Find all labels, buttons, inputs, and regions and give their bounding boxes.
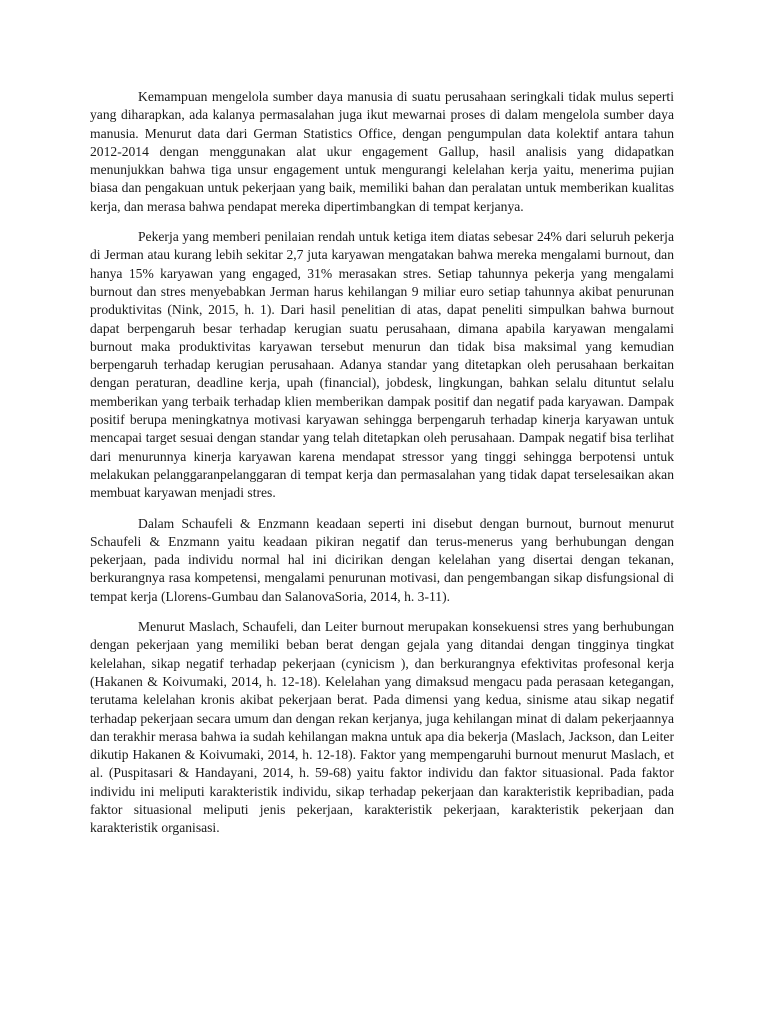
paragraph-3: Dalam Schaufeli & Enzmann keadaan seperti ini disebut dengan burnout, burnout menurut Schaufeli & Enzmann yaitu keadaan pikiran negatif dan terus-menerus yang berhubungan dengan pekerjaan, pada individu normal hal ini dicirikan dengan kelelahan yang disertai dengan tekanan, berkurangnya rasa kompetensi, mengalami penurunan motivasi, dan pengembangan sikap disfungsional di tempat kerja (Llorens-Gumbau dan SalanovaSoria, 2014, h. 3-11). — [90, 515, 674, 604]
paragraph-4: Menurut Maslach, Schaufeli, dan Leiter burnout merupakan konsekuensi stres yang berhubungan dengan pekerjaan yang memiliki beban berat dengan gejala yang ditandai dengan tingginya tingkat kelelahan, sikap negatif terhadap pekerjaan (cynicism ), dan berkurangnya efektivitas profesonal kerja (Hakanen & Koivumaki, 2014, h. 12-18). Kelelahan yang dimaksud mengacu pada perasaan ketegangan, terutama kelelahan kronis akibat pekerjaan berat. Pada dimensi yang kedua, sinisme atau sikap negatif terhadap pekerjaan secara umum dan dengan rekan kerjanya, juga kehilangan minat di dalam pekerjaannya dan terakhir merasa bahwa ia sudah kehilangan makna untuk apa dia bekerja (Maslach, Jackson, dan Leiter dikutip Hakanen & Koivumaki, 2014, h. 12-18). Faktor yang mempengaruhi burnout menurut Maslach, et al. (Puspitasari & Handayani, 2014, h. 59-68) yaitu faktor individu dan faktor situasional. Pada faktor individu ini meliputi karakteristik individu, sikap terhadap pekerjaan dan karakteristik kepribadian, pada faktor situasional meliputi jenis pekerjaan, karakteristik pekerjaan, karakteristik pekerjaan dan karakteristik organisasi. — [90, 619, 674, 836]
paragraph-2: Pekerja yang memberi penilaian rendah untuk ketiga item diatas sebesar 24% dari seluruh pekerja di Jerman atau kurang lebih sekitar 2,7 juta karyawan mengatakan bahwa mereka mengalami burnout, dan hanya 15% karyawan yang engaged, 31% merasakan stres. Setiap tahunnya pekerja yang mengalami burnout dan stres menyebabkan Jerman harus kehilangan 9 miliar euro setiap tahunnya akibat penurunan produktivitas (Nink, 2015, h. 1). Dari hasil penelitian di atas, dapat peneliti simpulkan bahwa burnout dapat berpengaruh besar terhadap kerugian suatu perusahaan, dimana apabila karyawan mengalami burnout maka produktivitas karyawan tersebut menurun dan tidak bisa maksimal yang kemudian berpengaruh terhadap kerugian perusahaan. Adanya standar yang ditetapkan oleh perusahaan berkaitan dengan peraturan, deadline kerja, upah (financial), jobdesk, lingkungan, bahkan selalu dituntut selalu memberikan yang terbaik terhadap klien memberikan dampak positif dan negatif pada karyawan. Dampak positif berupa meningkatnya motivasi karyawan sehingga berpengaruh terhadap kinerja karyawan untuk mencapai target sesuai dengan standar yang telah ditetapkan oleh perusahaan. Dampak negatif bisa terlihat dari menurunnya kinerja karyawan karena mendapat stressor yang tinggi sehingga berpotensi untuk melakukan pelanggaranpelanggaran di tempat kerja dan permasalahan yang tidak dapat terselesaikan akan membuat karyawan menjadi stres. — [90, 229, 674, 501]
paragraph-1: Kemampuan mengelola sumber daya manusia di suatu perusahaan seringkali tidak mulus seperti yang diharapkan, ada kalanya permasalahan juga ikut mewarnai proses di dalam mengelola sumber daya manusia. Menurut data dari German Statistics Office, dengan pengumpulan data kolektif antara tahun 2012-2014 dengan menggunakan alat ukur engagement Gallup, hasil analisis yang didapatkan menunjukkan bahwa tiga unsur engagement untuk mengurangi kelelahan kerja yaitu, menerima pujian biasa dan pengakuan untuk pekerjaan yang baik, memiliki bahan dan peralatan untuk memberikan kualitas kerja, dan merasa bahwa pendapat mereka dipertimbangkan di tempat kerjanya. — [90, 89, 674, 214]
body-text — [90, 88, 674, 850]
